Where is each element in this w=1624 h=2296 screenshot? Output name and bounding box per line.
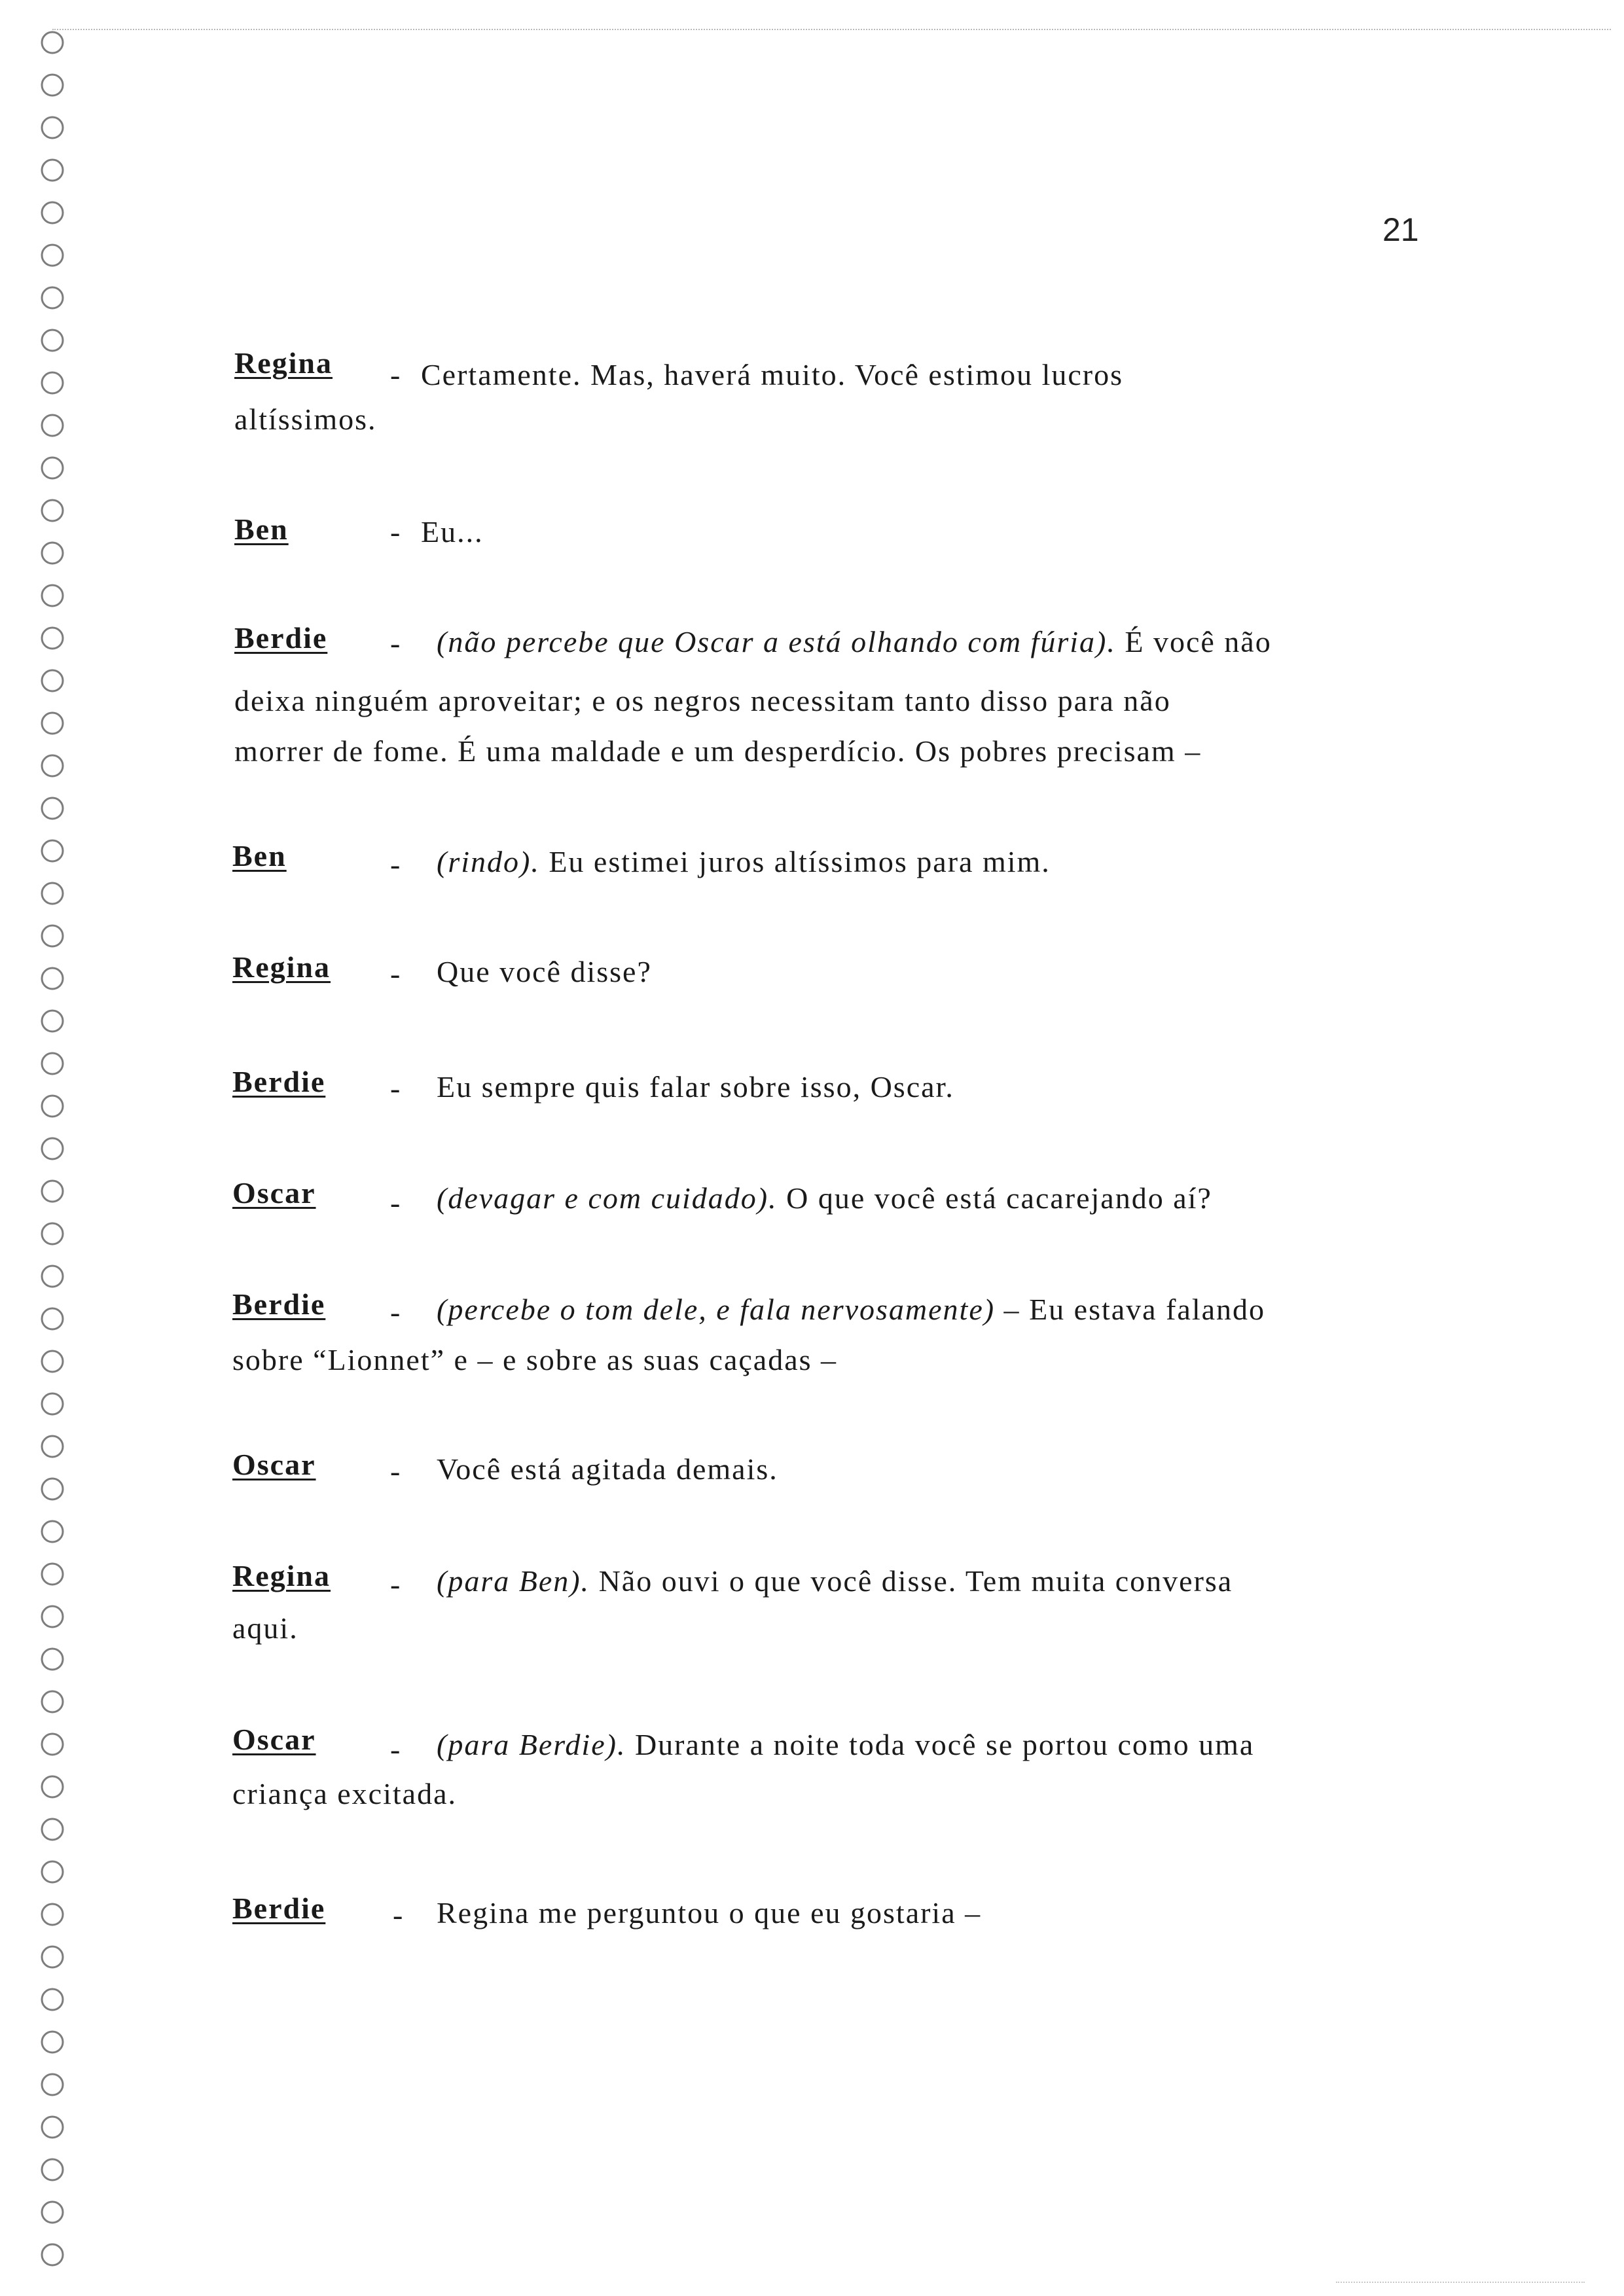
stage-direction: (percebe o tom dele, e fala nervosamente) – [437,1293,1020,1326]
dialogue-text: Eu... [421,515,484,548]
dialogue-line [232,841,287,871]
dialogue-text: Eu estava falando [1029,1293,1266,1326]
dialogue-dash: - [390,1732,402,1766]
dialogue-line [232,1289,325,1319]
dialogue-first-line [437,1730,1254,1760]
dialogue-dash: - [390,1071,402,1105]
dialogue-first-line [437,1566,1233,1596]
dialogue-text: Durante a noite toda você se portou como uma [634,1728,1255,1761]
speaker-name: Regina [234,346,333,380]
stage-direction: (para Ben). [437,1564,590,1598]
dialogue-continuation: aqui. [232,1611,298,1645]
page-number: 21 [1382,211,1419,248]
stage-direction: (rindo). [437,845,540,878]
dialogue-first-line [437,1183,1212,1213]
dialogue-line [232,1178,316,1208]
spiral-binding-holes [34,13,80,2284]
dialogue-line [232,1067,325,1097]
speaker-name: Berdie [232,1065,326,1098]
stage-direction: (não percebe que Oscar a está olhando com fúria). [437,625,1116,658]
speaker-name: Berdie [232,1892,326,1925]
dialogue-text: Eu sempre quis falar sobre isso, Oscar. [437,1070,954,1103]
dialogue-text: Regina me perguntou o que eu gostaria – [437,1896,982,1929]
speaker-name: Oscar [232,1176,316,1210]
stage-direction: (para Berdie). [437,1728,626,1761]
dialogue-dash: - [390,515,402,548]
speaker-name: Ben [232,839,287,872]
dialogue-continuation: morrer de fome. É uma maldade e um desperdício. Os pobres precisam – [234,734,1202,768]
dialogue-text: Que você disse? [437,955,652,988]
dialogue-dash: - [393,1898,405,1931]
dialogue-first-line [437,847,1051,877]
speaker-name: Oscar [232,1448,316,1481]
speaker-name: Oscar [232,1723,316,1756]
dialogue-text: Você está agitada demais. [437,1452,778,1486]
dialogue-line [234,623,327,653]
dialogue-text: Não ouvi o que você disse. Tem muita conversa [598,1564,1233,1598]
speaker-name: Ben [234,512,289,546]
dialogue-text: É você não [1125,625,1272,658]
dialogue-line [232,952,331,982]
dialogue-dash: - [390,1568,402,1601]
dialogue-dash: - [390,1186,402,1219]
dialogue-dash: - [390,1454,402,1488]
speaker-name: Regina [232,1559,331,1592]
dialogue-dash: - [390,957,402,990]
speaker-name: Berdie [232,1287,326,1321]
dialogue-first-line [437,1295,1265,1325]
speaker-name: Berdie [234,621,328,655]
dialogue-dash: - [390,848,402,881]
dialogue-line [234,514,289,545]
dialogue-dash: - [390,626,402,660]
dialogue-text: Eu estimei juros altíssimos para mim. [549,845,1051,878]
dialogue-text: O que você está cacarejando aí? [786,1181,1212,1215]
dialogue-continuation: sobre “Lionnet” e – e sobre as suas caçadas – [232,1343,838,1376]
dialogue-first-line [437,627,1272,657]
stage-direction: (devagar e com cuidado). [437,1181,778,1215]
dialogue-text: Certamente. Mas, haverá muito. Você estimou lucros [421,358,1124,391]
bottom-dotted-rule [1336,2282,1585,2283]
dialogue-line [232,1725,316,1755]
speaker-name: Regina [232,950,331,984]
dialogue-dash: - [390,1295,402,1329]
dialogue-continuation: deixa ninguém aproveitar; e os negros necessitam tanto disso para não [234,684,1171,717]
dialogue-line [232,1893,325,1924]
dialogue-continuation: criança excitada. [232,1777,457,1810]
dialogue-line [232,1561,331,1591]
dialogue-continuation: altíssimos. [234,403,377,436]
top-dotted-rule [52,29,1611,30]
dialogue-line [234,348,333,378]
dialogue-line [232,1450,316,1480]
dialogue-dash: - [390,358,402,391]
